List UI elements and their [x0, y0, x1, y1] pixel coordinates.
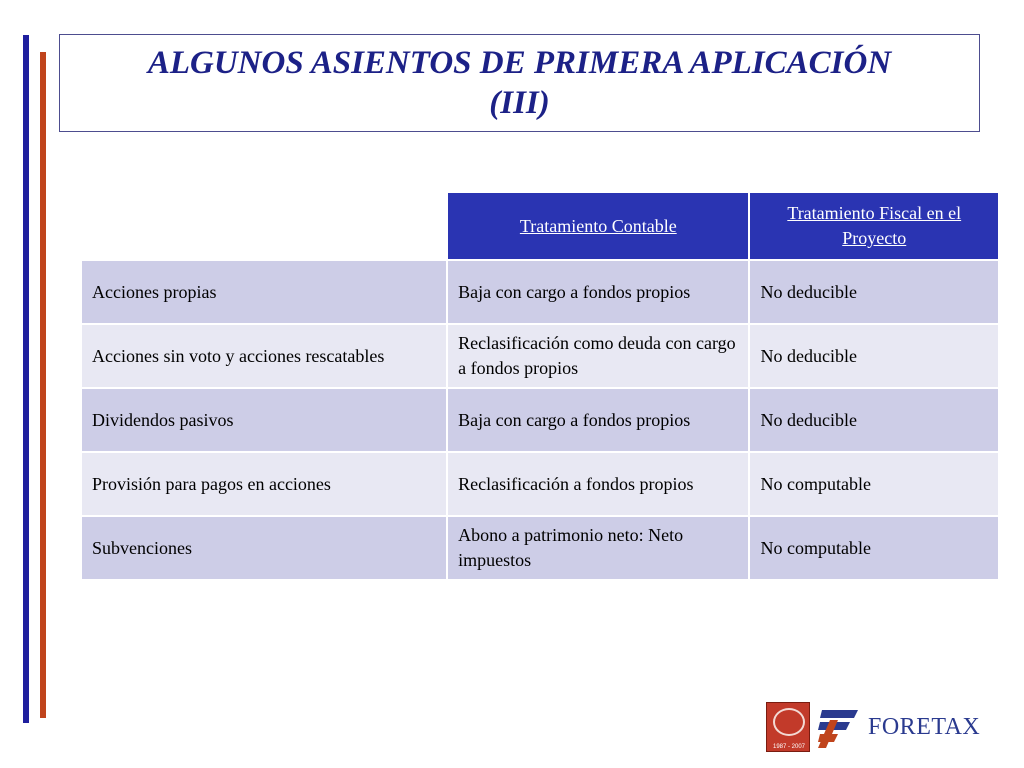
anniversary-seal-icon: [766, 702, 810, 752]
treatment-table: [80, 191, 1000, 581]
left-accent-bar-orange: [40, 52, 46, 718]
row-accounting: Baja con cargo a fondos propios: [447, 388, 749, 452]
left-accent-bar-blue: [23, 35, 29, 723]
row-fiscal: No deducible: [749, 388, 999, 452]
row-concept: Dividendos pasivos: [81, 388, 447, 452]
table-row: [81, 452, 999, 516]
row-fiscal: No deducible: [749, 324, 999, 388]
foretax-logo: [766, 702, 1016, 754]
row-concept: Acciones sin voto y acciones rescatables: [81, 324, 447, 388]
row-fiscal: No deducible: [749, 260, 999, 324]
row-concept: Subvenciones: [81, 516, 447, 580]
table-row: [81, 516, 999, 580]
foretax-f-icon: [816, 706, 860, 750]
row-accounting: Reclasificación como deuda con cargo a fondos propios: [447, 324, 749, 388]
seal-years: 1987 - 2007: [772, 744, 806, 750]
row-concept: Provisión para pagos en acciones: [81, 452, 447, 516]
row-fiscal: No computable: [749, 516, 999, 580]
row-fiscal: No computable: [749, 452, 999, 516]
row-accounting: Baja con cargo a fondos propios: [447, 260, 749, 324]
table-row: [81, 260, 999, 324]
slide-title-line2: (III): [489, 85, 550, 121]
row-accounting: Reclasificación a fondos propios: [447, 452, 749, 516]
row-concept: Acciones propias: [81, 260, 447, 324]
seal-emblem-icon: [773, 708, 805, 736]
table-row: [81, 324, 999, 388]
foretax-wordmark: FORETAX: [868, 714, 981, 740]
slide-title-box: [59, 34, 980, 132]
header-cell-fiscal: Tratamiento Fiscal en el Proyecto: [749, 192, 999, 260]
row-accounting: Abono a patrimonio neto: Neto impuestos: [447, 516, 749, 580]
header-cell-accounting: Tratamiento Contable: [447, 192, 749, 260]
slide-title-line1: ALGUNOS ASIENTOS DE PRIMERA APLICACIÓN: [147, 45, 892, 81]
header-cell-empty: [81, 192, 447, 260]
table-row: [81, 388, 999, 452]
table-header-row: [81, 192, 999, 260]
